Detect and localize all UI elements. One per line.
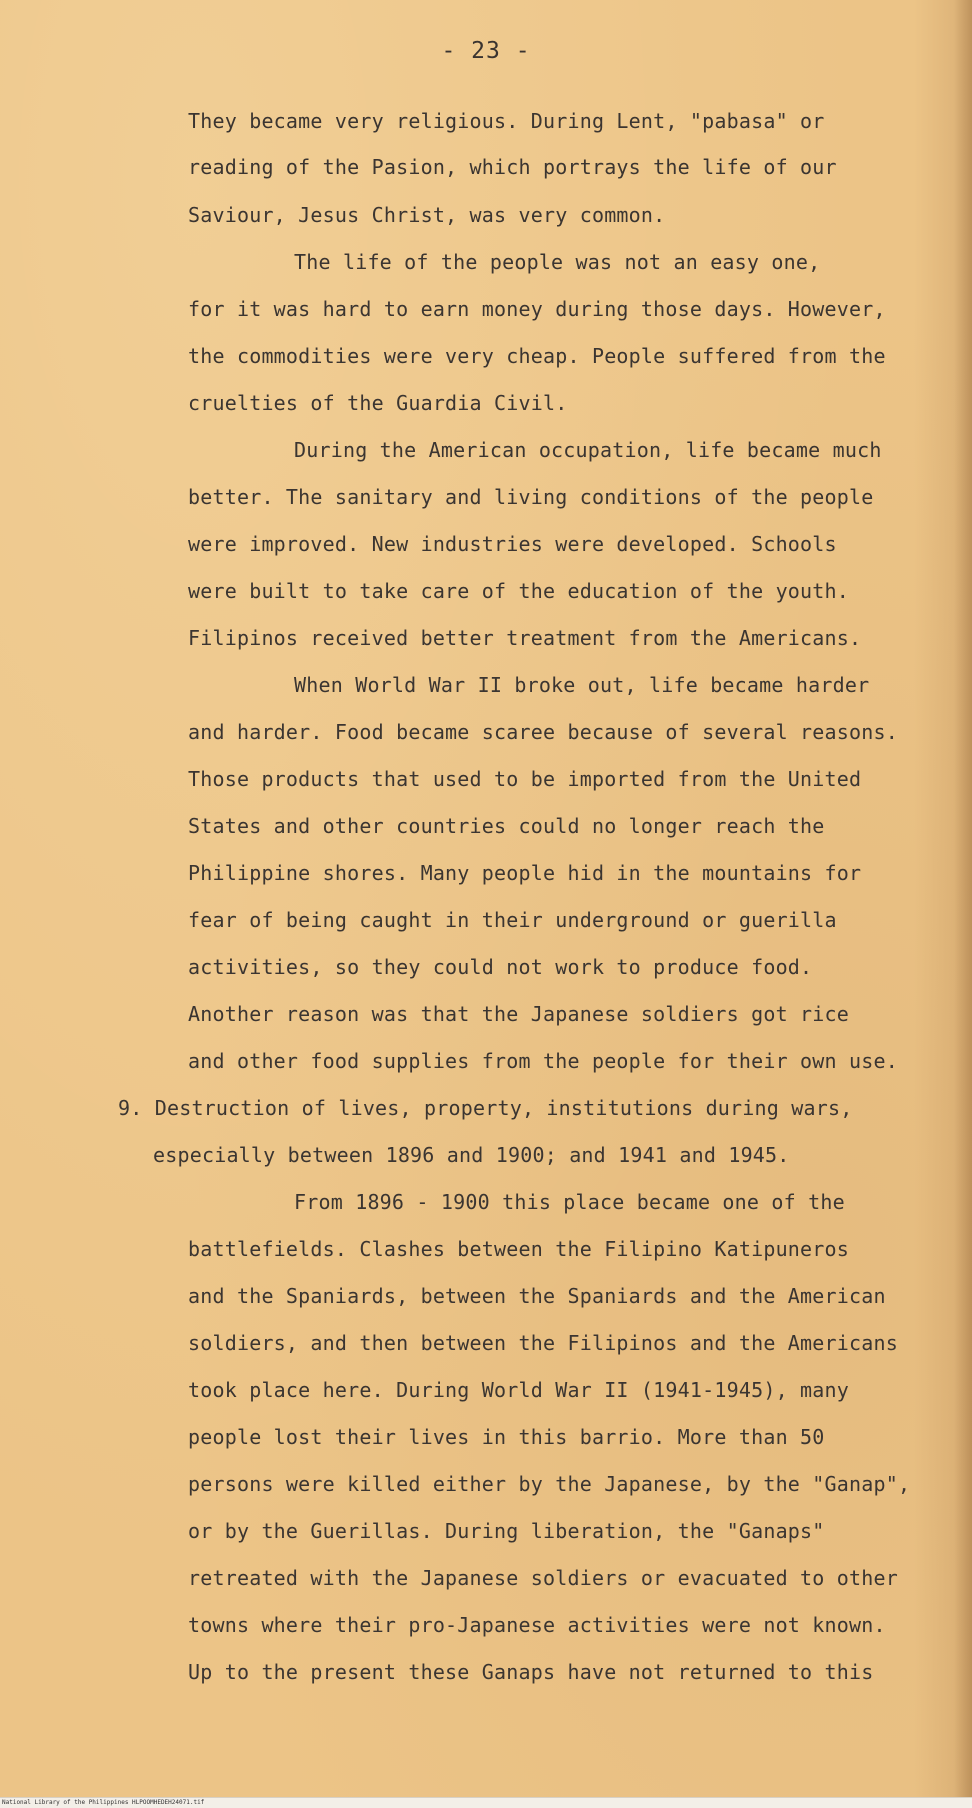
text-line: Another reason was that the Japanese soldiers got rice — [188, 1002, 850, 1026]
text-line: The life of the people was not an easy one, — [294, 250, 821, 274]
text-line: were improved. New industries were developed. Schools — [188, 532, 837, 556]
text-line: and harder. Food became scaree because of several reasons. — [188, 720, 898, 744]
text-line: the commodities were very cheap. People suffered from the — [188, 344, 886, 368]
text-line: especially between 1896 and 1900; and 1941 and 1945. — [153, 1143, 790, 1167]
page-number: - 23 - — [441, 38, 531, 64]
scan-footer-text: National Library of the Philippines HLPOOMHEDEH24071.tif — [2, 1799, 205, 1806]
text-line: people lost their lives in this barrio. More than 50 — [188, 1425, 825, 1449]
text-line: soldiers, and then between the Filipinos and the Americans — [188, 1331, 898, 1355]
text-line: and other food supplies from the people for their own use. — [188, 1049, 898, 1073]
text-line: towns where their pro-Japanese activities were not known. — [188, 1613, 886, 1637]
text-line: fear of being caught in their underground or guerilla — [188, 908, 837, 932]
text-line: Those products that used to be imported from the United — [188, 767, 862, 791]
text-line: were built to take care of the education of the youth. — [188, 579, 850, 603]
text-line: activities, so they could not work to produce food. — [188, 955, 813, 979]
text-line: persons were killed either by the Japanese, by the "Ganap", — [188, 1472, 911, 1496]
text-line: States and other countries could no longer reach the — [188, 814, 825, 838]
text-line: Philippine shores. Many people hid in the mountains for — [188, 861, 862, 885]
scan-footer-bar — [0, 1797, 972, 1808]
text-line: Saviour, Jesus Christ, was very common. — [188, 203, 666, 227]
text-line: reading of the Pasion, which portrays the life of our — [188, 155, 837, 179]
text-line: took place here. During World War II (1941-1945), many — [188, 1378, 850, 1402]
text-line: They became very religious. During Lent, "pabasa" or — [188, 109, 825, 133]
text-line: When World War II broke out, life became harder — [294, 673, 870, 697]
text-line: battlefields. Clashes between the Filipino Katipuneros — [188, 1237, 850, 1261]
text-line: better. The sanitary and living conditions of the people — [188, 485, 874, 509]
text-line: During the American occupation, life became much — [294, 438, 882, 462]
text-line: Up to the present these Ganaps have not returned to this — [188, 1660, 874, 1684]
text-line: Filipinos received better treatment from the Americans. — [188, 626, 862, 650]
text-line: for it was hard to earn money during those days. However, — [188, 297, 886, 321]
page-edge-shadow — [954, 0, 972, 1798]
text-line: From 1896 - 1900 this place became one of the — [294, 1190, 845, 1214]
text-line: cruelties of the Guardia Civil. — [188, 391, 568, 415]
text-line: and the Spaniards, between the Spaniards and the American — [188, 1284, 886, 1308]
text-line: retreated with the Japanese soldiers or evacuated to other — [188, 1566, 898, 1590]
text-line: or by the Guerillas. During liberation, the "Ganaps" — [188, 1519, 825, 1543]
numbered-item-heading: 9. Destruction of lives, property, institutions during wars, — [118, 1096, 853, 1120]
